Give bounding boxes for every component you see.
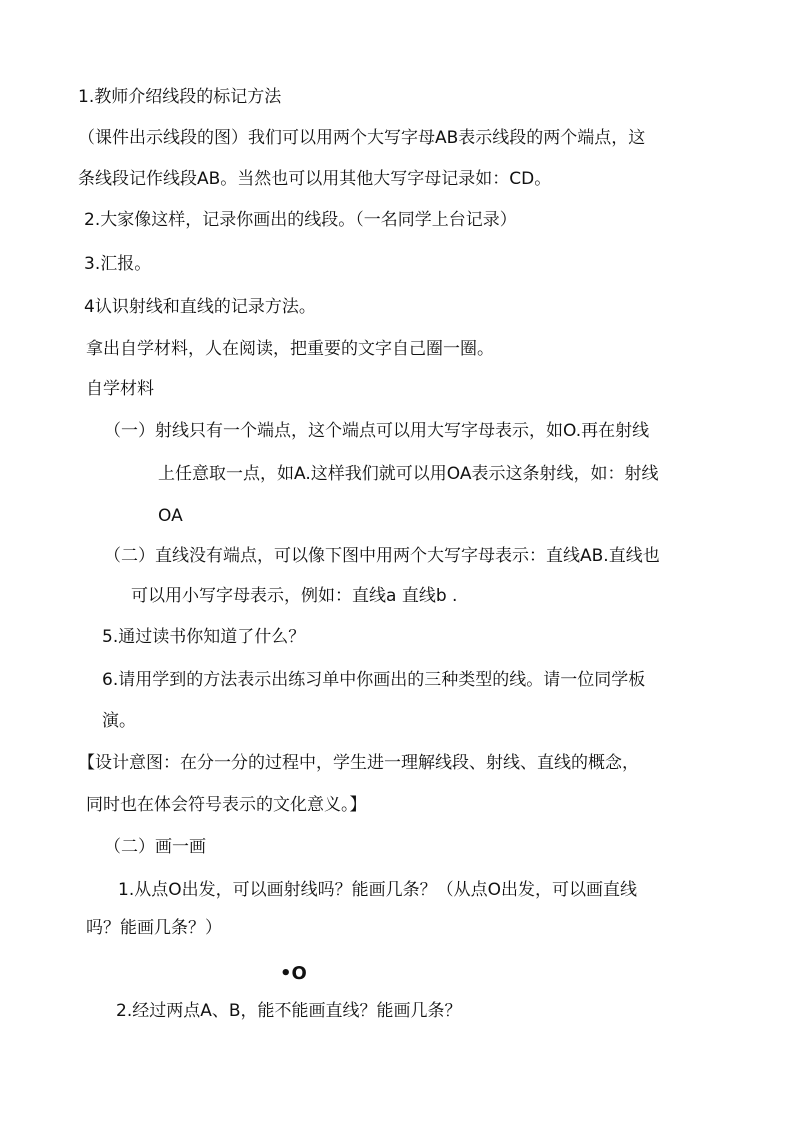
text-line-9: （一）射线只有一个端点，这个端点可以用大写字母表示，如O.再在射线 xyxy=(104,421,650,441)
text-line-21: 吗？能画几条？） xyxy=(86,918,222,938)
text-line-14: 5.通过读书你知道了什么？ xyxy=(102,627,306,647)
text-line-8: 自学材料 xyxy=(86,379,154,399)
text-line-1: 1.教师介绍线段的标记方法 xyxy=(78,87,282,107)
text-line-15: 6.请用学到的方法表示出练习单中你画出的三种类型的线。请一位同学板 xyxy=(102,670,646,690)
text-line-12: （二）直线没有端点，可以像下图中用两个大写字母表示：直线AB.直线也 xyxy=(104,546,660,566)
text-line-10: 上任意取一点，如A.这样我们就可以用OA表示这条射线，如：射线 xyxy=(158,464,659,484)
text-line-7: 拿出自学材料，人在阅读，把重要的文字自己圈一圈。 xyxy=(86,339,494,359)
text-line-6: 4认识射线和直线的记录方法。 xyxy=(84,297,316,317)
text-line-18: 同时也在体会符号表示的文化意义。】 xyxy=(86,795,367,815)
text-line-17: 【设计意图：在分一分的过程中，学生进一理解线段、射线、直线的概念， xyxy=(78,753,639,773)
text-line-19: （二）画一画 xyxy=(104,837,206,857)
text-line-4: 2.大家像这样，记录你画出的线段。（一名同学上台记录） xyxy=(84,210,517,230)
text-line-2: （课件出示线段的图）我们可以用两个大写字母AB表示线段的两个端点，这 xyxy=(78,128,646,148)
text-line-11: OA xyxy=(158,506,183,526)
point-label: O xyxy=(291,963,307,984)
point-dot: • xyxy=(280,963,292,984)
point-o-figure xyxy=(280,963,307,984)
text-line-5: 3.汇报。 xyxy=(84,254,152,274)
text-line-22: 2.经过两点A、B，能不能画直线？能画几条？ xyxy=(116,1001,462,1021)
text-line-16: 演。 xyxy=(102,711,136,731)
text-line-13: 可以用小写字母表示，例如：直线a 直线b . xyxy=(131,586,458,606)
text-line-20: 1.从点O出发，可以画射线吗？能画几条？（从点O出发，可以画直线 xyxy=(118,880,637,900)
text-line-3: 条线段记作线段AB。当然也可以用其他大写字母记录如：CD。 xyxy=(78,169,552,189)
